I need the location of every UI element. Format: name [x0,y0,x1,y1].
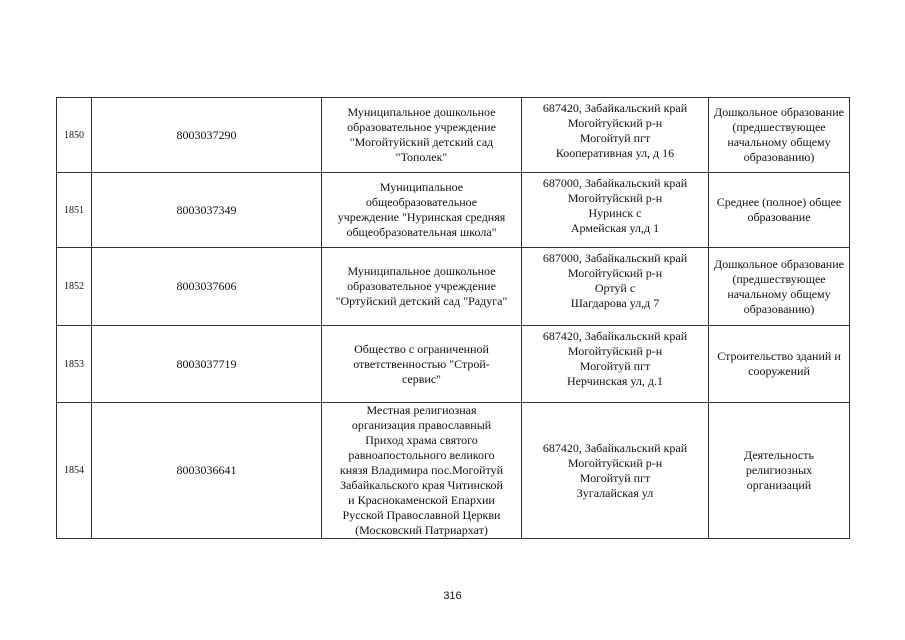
row-index: 1850 [57,98,92,173]
organization-name: Муниципальное общеобразовательное учреждение "Нуринская средняя общеобразовательная школа" [322,173,522,248]
row-index: 1852 [57,248,92,326]
table-row [57,248,850,326]
activity-type: Строительство зданий и сооружений [709,326,850,403]
organization-address: 687000, Забайкальский край Могойтуйский р-н Ортуй с Шагдарова ул,д 7 [522,248,709,326]
organization-address: 687420, Забайкальский край Могойтуйский р-н Могойтуй пгт Кооперативная ул, д 16 [522,98,709,173]
row-index: 1854 [57,403,92,539]
table-row [57,403,850,539]
inn-code: 8003036641 [92,403,322,539]
row-index: 1853 [57,326,92,403]
organization-name: Муниципальное дошкольное образовательное учреждение "Ортуйский детский сад "Радуга" [322,248,522,326]
page-number: 316 [443,590,462,602]
organization-address: 687420, Забайкальский край Могойтуйский р-н Могойтуй пгт Нерчинская ул, д.1 [522,326,709,403]
inn-code: 8003037349 [92,173,322,248]
organization-name: Местная религиозная организация православный Приход храма святого равноапостольного великого князя Владимира пос.Могойтуй Забайкальского края Читинской и Краснокаменской Епархии Русской Православной Церкви (Московский Патриархат) [322,403,522,539]
row-index: 1851 [57,173,92,248]
organization-name: Муниципальное дошкольное образовательное учреждение "Могойтуйский детский сад "Тополек" [322,98,522,173]
organization-address: 687420, Забайкальский край Могойтуйский р-н Могойтуй пгт Зугалайская ул [522,403,709,539]
activity-type: Среднее (полное) общее образование [709,173,850,248]
activity-type: Деятельность религиозных организаций [709,403,850,539]
registry-table [56,97,850,539]
activity-type: Дошкольное образование (предшествующее начальному общему образованию) [709,248,850,326]
table-row [57,173,850,248]
inn-code: 8003037290 [92,98,322,173]
table-row [57,98,850,173]
activity-type: Дошкольное образование (предшествующее начальному общему образованию) [709,98,850,173]
table-row [57,326,850,403]
inn-code: 8003037606 [92,248,322,326]
organization-name: Общество с ограниченной ответственностью "Строй- сервис" [322,326,522,403]
organization-address: 687000, Забайкальский край Могойтуйский р-н Нуринск с Армейская ул,д 1 [522,173,709,248]
inn-code: 8003037719 [92,326,322,403]
